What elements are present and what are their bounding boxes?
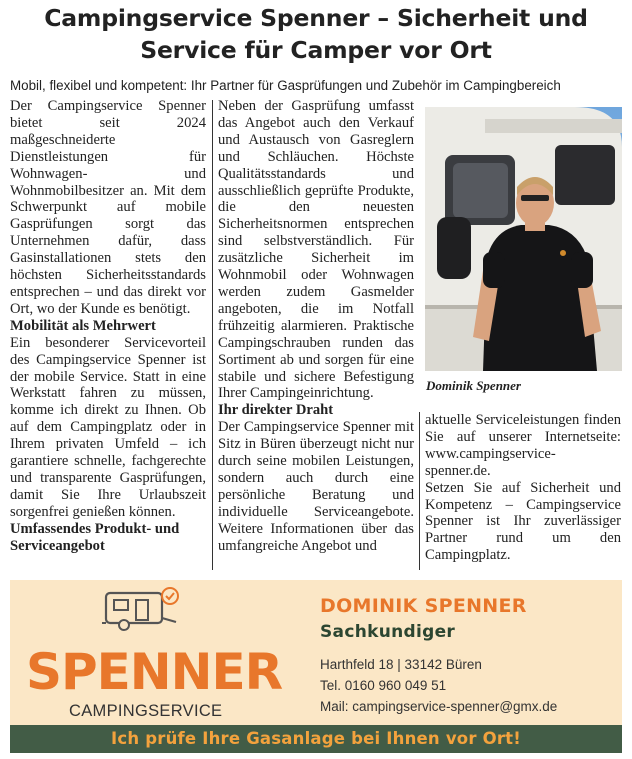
ad-slogan: Ich prüfe Ihre Gasanlage bei Ihnen vor Ort!: [10, 725, 622, 753]
heading-contact: Ihr direkter Draht: [218, 402, 334, 419]
column-divider-2: [419, 412, 420, 570]
headline-line-1: Campingservice Spenner – Sicherheit und: [44, 4, 588, 32]
products-paragraph: Neben der Gasprüfung umfasst das Angebot auch den Verkauf und Austausch von Gasreglern und Schläuchen. Höchste Qualitätsstandards und ausschließlich geprüfte Produkte, die den neuesten Sicherheitsnormen entsprechen sind selbstverständlich. Für zusätzliche Sicherheit im Wohnmobil oder Wohnwagen werden zudem Gasmelder angeboten, die im Notfall frühzeitig alarmieren. Praktische Campingschrauben runden das Sortiment ab und sorgen für eine stabile und sichere Befestigung Ihrer Campingeinrichtung.: [218, 98, 414, 402]
contact-paragraph: Der Campingservice Spenner mit Sitz in Büren überzeugt nicht nur durch seine mobilen Leistungen, sondern auch durch eine persönliche Beratung und individuelle Serviceangebote. Weitere Informationen über das umfangreiche Angebot und: [218, 419, 414, 554]
website-paragraph: aktuelle Serviceleistungen finden Sie auf unserer Internetseite: www.campingservice-spenner.de.: [425, 412, 621, 479]
ad-email: Mail: campingservice-spenner@gmx.de: [320, 699, 558, 714]
ad-owner-role: Sachkundiger: [320, 622, 456, 642]
heading-mobility: Mobilität als Mehrwert: [10, 317, 156, 334]
page-title: [0, 2, 632, 66]
closing-paragraph: Setzen Sie auf Sicherheit und Kompetenz – Campingservice Spenner ist Ihr zuverlässiger Partner rund um den Campingplatz.: [425, 479, 621, 564]
article-column-1: [10, 98, 206, 554]
ad-address: Harthfeld 18 | 33142 Büren: [320, 657, 482, 672]
heading-products: Umfassendes Produkt- und Serviceangebot: [10, 520, 180, 554]
mobility-paragraph: Ein besonderer Servicevorteil des Campingservice Spenner ist der mobile Service. Statt in eine Werkstatt fahren zu müssen, komme ich direkt zu Ihnen. Ob auf dem Campingplatz oder in Ihrem privaten Umfeld – ich garantiere schnelle, fachgerechte und transparente Gasprüfungen, damit Sie Ihre Urlaubszeit sorgenfrei genießen können.: [10, 334, 206, 520]
column-divider-1: [212, 100, 213, 570]
article-column-2: [218, 98, 414, 554]
ad-logo-wordmark: SPENNER: [26, 643, 283, 701]
photo-caption: Dominik Spenner: [426, 378, 521, 393]
camper-portrait-image: [425, 107, 622, 371]
subheadline: Mobil, flexibel und kompetent: Ihr Partner für Gasprüfungen und Zubehör im Campingbereich: [10, 78, 561, 93]
caravan-logo-icon: [102, 584, 184, 634]
ad-logo-subtitle: CAMPINGSERVICE: [69, 702, 223, 720]
ad-phone: Tel. 0160 960 049 51: [320, 678, 447, 693]
article-column-3: [425, 412, 621, 564]
headline-line-2: Service für Camper vor Ort: [140, 36, 492, 64]
ad-owner-name: DOMINIK SPENNER: [320, 595, 527, 617]
portrait-photo: [425, 107, 622, 371]
intro-paragraph: Der Campingservice Spenner bietet seit 2024 maßgeschneiderte Dienstleistungen für Wohnwagen- und Wohnmobilbesitzer an. Mit dem Schwerpunkt auf mobile Gasprüfungen sorgt das Unternehmen dafür, dass Gasinstallationen stets den höchsten Sicherheitsstandards entsprechen – und das direkt vor Ort, wo der Kunde es benötigt.: [10, 98, 206, 317]
